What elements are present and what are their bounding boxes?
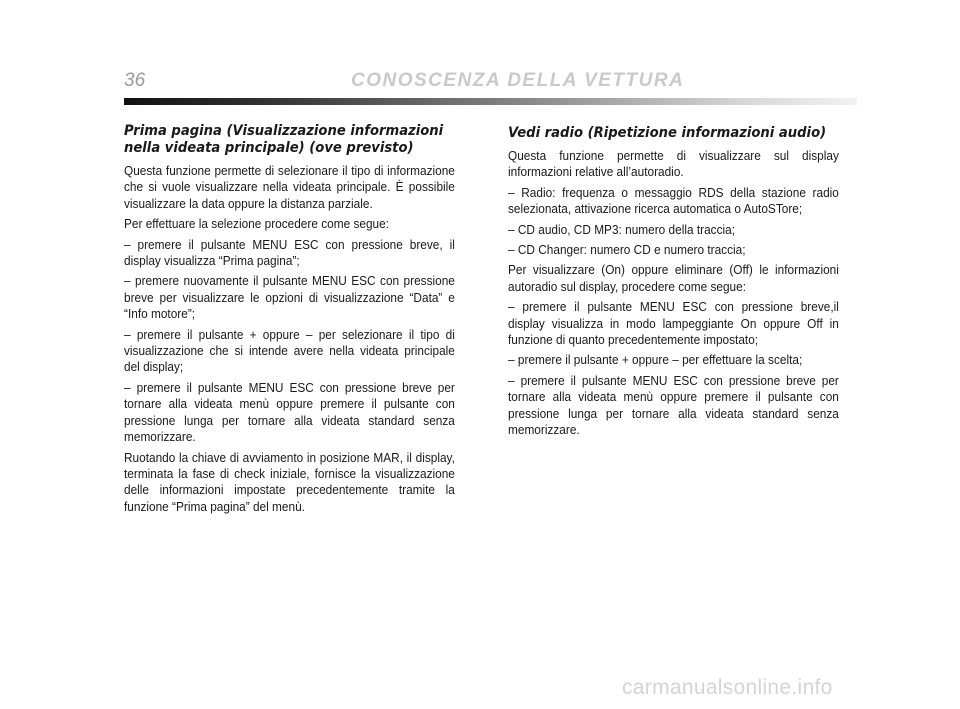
list-item: – premere il pulsante MENU ESC con pressione breve per tornare alla videata menù oppure premere il pulsante con pressione lunga per tornare alla videata standard senza memorizzare. — [124, 380, 455, 445]
paragraph: Per effettuare la selezione procedere come segue: — [124, 217, 389, 232]
paragraph: Questa funzione permette di visualizzare sul display informazioni relative all’autoradio. — [508, 149, 839, 180]
list-item: – CD Changer: numero CD e numero traccia; — [508, 243, 746, 258]
running-title: CONOSCENZA DELLA VETTURA — [351, 70, 685, 91]
list-item: – premere il pulsante + oppure – per effettuare la scelta; — [508, 353, 803, 368]
paragraph: Questa funzione permette di selezionare il tipo di informazione che si vuole visualizzare nella videata principale. È possibile visualizzare la data oppure la distanza parziale. — [124, 164, 455, 211]
paragraph: Ruotando la chiave di avviamento in posizione MAR, il display, terminata la fase di check iniziale, fornisce la visualizzazione delle informazioni impostate precedentemente tramite la funzione “Prima pagina” del menù. — [124, 450, 455, 514]
left-column — [124, 123, 455, 519]
list-item: – premere il pulsante MENU ESC con pressione breve per tornare alla videata menù oppure premere il pulsante con pressione lunga per tornare alla videata standard senza memorizzare. — [508, 373, 839, 438]
page-number: 36 — [124, 70, 146, 91]
paragraph: Per visualizzare (On) oppure eliminare (Off) le informazioni autoradio sul display, procedere come segue: — [508, 263, 839, 294]
watermark: carmanualsonline.info — [622, 676, 833, 699]
list-item: – premere nuovamente il pulsante MENU ESC con pressione breve per visualizzare le opzioni di visualizzazione “Data” e “Info motore”; — [124, 274, 455, 322]
list-item: – Radio: frequenza o messaggio RDS della stazione radio selezionata, attivazione ricerca automatica o AutoSTore; — [508, 185, 839, 217]
section-heading-vedi-radio: Vedi radio (Ripetizione informazioni audio) — [508, 125, 827, 141]
section-heading-prima-pagina: Prima pagina (Visualizzazione informazioni nella videata principale) (ove previsto) — [124, 123, 444, 156]
header-rule — [124, 98, 857, 105]
right-column — [508, 125, 839, 443]
list-item: – premere il pulsante + oppure – per selezionare il tipo di visualizzazione che si intende avere nella videata principale del display; — [124, 327, 455, 375]
list-item: – CD audio, CD MP3: numero della traccia; — [508, 222, 735, 237]
list-item: – premere il pulsante MENU ESC con pressione breve, il display visualizza “Prima pagina”; — [124, 237, 455, 269]
list-item: – premere il pulsante MENU ESC con pressione breve,il display visualizza in modo lampeggiante On oppure Off in funzione di quanto precedentemente impostato; — [508, 300, 839, 348]
